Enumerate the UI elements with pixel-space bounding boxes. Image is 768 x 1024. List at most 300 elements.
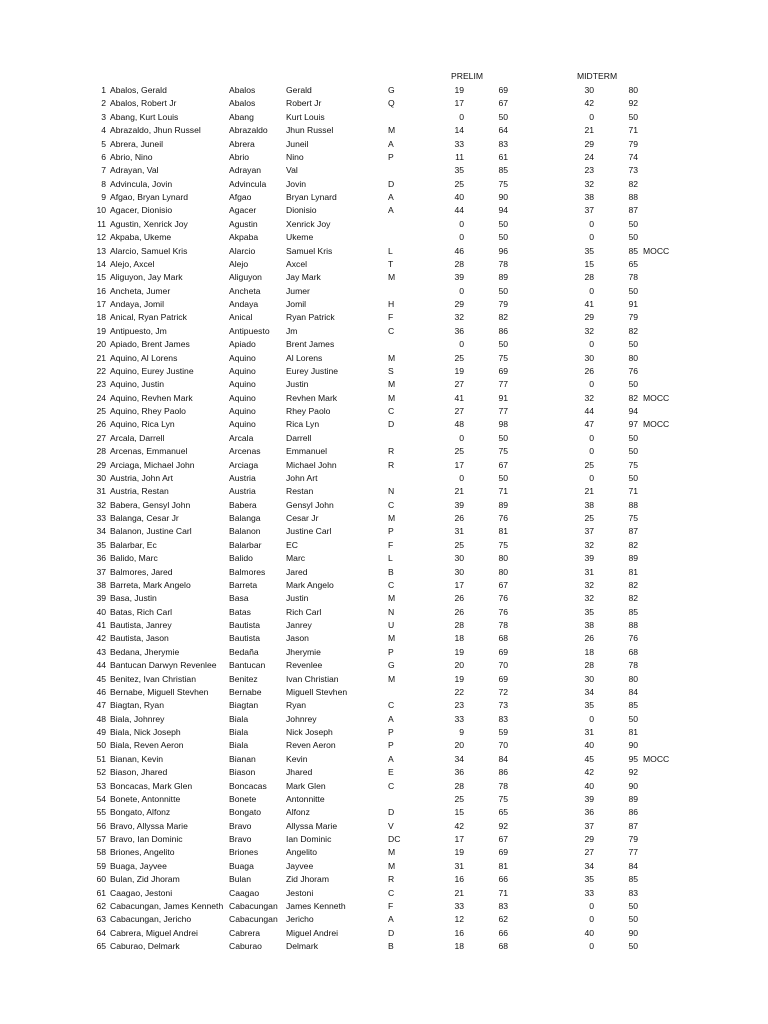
middle-initial: R (388, 459, 395, 470)
prelim-grade: 80 (498, 553, 508, 564)
row-number: 5 (101, 138, 106, 149)
full-name: Ancheta, Jumer (110, 285, 171, 296)
student-row (0, 512, 768, 525)
midterm-grade: 76 (628, 633, 638, 644)
row-number: 10 (96, 205, 106, 216)
first-name: Al Lorens (286, 352, 323, 363)
prelim-grade: 94 (498, 205, 508, 216)
last-name: Advincula (229, 178, 267, 189)
prelim-raw-score: 0 (459, 339, 464, 350)
middle-initial: U (388, 620, 395, 630)
midterm-raw-score: 37 (584, 820, 594, 831)
prelim-raw-score: 26 (454, 593, 464, 604)
full-name: Afgao, Bryan Lynard (110, 192, 189, 202)
middle-initial: M (388, 272, 396, 283)
midterm-grade: 82 (628, 593, 638, 604)
midterm-raw-score: 29 (584, 138, 594, 149)
prelim-grade: 76 (498, 513, 508, 523)
full-name: Batas, Rich Carl (110, 606, 173, 617)
midterm-raw-score: 26 (584, 633, 594, 644)
full-name: Balanon, Justine Carl (110, 526, 192, 537)
row-number: 65 (96, 941, 106, 951)
midterm-grade: 94 (628, 406, 638, 416)
full-name: Agustin, Xenrick Joy (110, 218, 188, 229)
midterm-raw-score: 29 (584, 834, 594, 844)
full-name: Adrayan, Val (110, 165, 159, 176)
row-number: 18 (96, 312, 106, 323)
midterm-grade: 91 (628, 299, 638, 309)
last-name: Balarbar (229, 539, 262, 550)
last-name: Bonete (229, 793, 257, 804)
midterm-raw-score: 35 (584, 700, 594, 711)
row-number: 19 (96, 325, 106, 336)
prelim-grade: 96 (498, 245, 508, 256)
middle-initial: N (388, 486, 395, 497)
midterm-grade: 97 (628, 419, 638, 430)
prelim-raw-score: 27 (454, 406, 464, 416)
full-name: Aliguyon, Jay Mark (110, 272, 183, 283)
midterm-raw-score: 38 (584, 192, 594, 202)
first-name: Revenlee (286, 660, 323, 671)
prelim-raw-score: 26 (454, 513, 464, 523)
student-row (0, 646, 768, 659)
midterm-grade: 90 (628, 780, 638, 791)
student-row (0, 539, 768, 552)
midterm-raw-score: 0 (589, 472, 594, 483)
midterm-grade: 83 (628, 887, 638, 898)
middle-initial: C (388, 325, 395, 336)
prelim-grade: 59 (498, 727, 508, 737)
prelim-raw-score: 21 (454, 887, 464, 898)
row-number: 58 (96, 847, 106, 858)
midterm-grade: 85 (628, 700, 638, 711)
student-row (0, 793, 768, 806)
student-row (0, 485, 768, 498)
row-number: 59 (96, 860, 106, 871)
last-name: Bernabe (229, 686, 262, 697)
midterm-grade: 71 (628, 486, 638, 497)
last-name: Andaya (229, 299, 259, 309)
prelim-raw-score: 19 (454, 847, 464, 858)
first-name: Reven Aeron (286, 740, 336, 751)
midterm-raw-score: 33 (584, 887, 594, 898)
row-number: 3 (101, 111, 106, 122)
midterm-raw-score: 24 (584, 151, 594, 162)
last-name: Cabacungan (229, 900, 278, 911)
prelim-raw-score: 0 (459, 218, 464, 229)
middle-initial: P (388, 740, 394, 751)
last-name: Akpaba (229, 232, 259, 243)
prelim-grade: 62 (498, 914, 508, 925)
full-name: Biason, Jhared (110, 767, 168, 778)
prelim-raw-score: 30 (454, 566, 464, 577)
student-row (0, 632, 768, 645)
midterm-grade: 84 (628, 686, 638, 697)
middle-initial: DC (388, 834, 401, 844)
student-row (0, 806, 768, 819)
prelim-raw-score: 0 (459, 232, 464, 243)
prelim-raw-score: 11 (455, 151, 464, 162)
midterm-raw-score: 30 (584, 673, 594, 684)
last-name: Cabacungan (229, 914, 278, 925)
row-number: 52 (96, 767, 106, 778)
midterm-grade: 50 (628, 941, 638, 951)
row-number: 7 (101, 165, 106, 176)
middle-initial: P (388, 646, 394, 657)
row-number: 41 (96, 620, 106, 630)
last-name: Biason (229, 767, 256, 778)
remark: MOCC (643, 245, 670, 256)
prelim-raw-score: 29 (454, 299, 464, 309)
last-name: Boncacas (229, 780, 267, 791)
student-row (0, 84, 768, 97)
prelim-grade: 67 (498, 579, 508, 590)
midterm-grade: 82 (628, 539, 638, 550)
midterm-raw-score: 38 (584, 620, 594, 630)
prelim-grade: 89 (498, 499, 508, 510)
midterm-grade: 78 (628, 272, 638, 283)
full-name: Basa, Justin (110, 593, 157, 604)
student-row (0, 392, 768, 405)
last-name: Bautista (229, 633, 261, 644)
prelim-grade: 69 (498, 847, 508, 858)
prelim-grade: 83 (498, 900, 508, 911)
prelim-grade: 83 (498, 713, 508, 724)
student-row (0, 97, 768, 110)
student-row (0, 164, 768, 177)
first-name: Zid Jhoram (286, 874, 329, 885)
middle-initial: C (388, 579, 395, 590)
prelim-grade: 92 (498, 820, 508, 831)
prelim-grade: 78 (498, 620, 508, 630)
prelim-grade: 61 (498, 151, 508, 162)
midterm-raw-score: 39 (584, 793, 594, 804)
prelim-raw-score: 23 (454, 700, 464, 711)
full-name: Bernabe, Miguell Stevhen (110, 686, 209, 697)
midterm-grade: 82 (628, 178, 638, 189)
middle-initial: A (388, 138, 394, 149)
middle-initial: P (388, 727, 394, 737)
middle-initial: C (388, 887, 395, 898)
middle-initial: Q (388, 98, 395, 109)
full-name: Andaya, Jomil (110, 299, 164, 309)
last-name: Arcala (229, 432, 254, 443)
prelim-raw-score: 15 (454, 807, 464, 818)
full-name: Cabacungan, James Kenneth (110, 900, 224, 911)
row-number: 9 (101, 192, 106, 202)
full-name: Buaga, Jayvee (110, 860, 167, 871)
row-number: 38 (96, 579, 106, 590)
student-row (0, 780, 768, 793)
middle-initial: C (388, 780, 395, 791)
middle-initial: D (388, 178, 395, 189)
first-name: Nick Joseph (286, 727, 333, 737)
midterm-grade: 50 (628, 900, 638, 911)
middle-initial: B (388, 566, 394, 577)
last-name: Bautista (229, 620, 261, 630)
student-row (0, 352, 768, 365)
prelim-grade: 75 (498, 793, 508, 804)
prelim-grade: 68 (498, 941, 508, 951)
prelim-raw-score: 17 (454, 834, 464, 844)
prelim-raw-score: 20 (454, 660, 464, 671)
row-number: 64 (96, 927, 106, 938)
prelim-raw-score: 12 (454, 914, 464, 925)
row-number: 26 (96, 419, 106, 430)
first-name: Ivan Christian (286, 673, 339, 684)
prelim-raw-score: 0 (459, 472, 464, 483)
first-name: EC (286, 539, 298, 550)
prelim-grade: 80 (498, 566, 508, 577)
prelim-header: PRELIM (451, 71, 483, 81)
last-name: Bantucan (229, 660, 266, 671)
last-name: Bedaña (229, 646, 259, 657)
full-name: Austria, Restan (110, 486, 169, 497)
prelim-grade: 71 (498, 486, 508, 497)
prelim-raw-score: 33 (454, 138, 464, 149)
midterm-raw-score: 34 (584, 686, 594, 697)
prelim-grade: 75 (498, 539, 508, 550)
prelim-raw-score: 19 (454, 646, 464, 657)
first-name: Emmanuel (286, 446, 328, 457)
remark: MOCC (643, 392, 670, 403)
student-row (0, 405, 768, 418)
student-row (0, 418, 768, 431)
midterm-raw-score: 15 (584, 258, 594, 269)
row-number: 21 (96, 352, 106, 363)
prelim-raw-score: 21 (454, 486, 464, 497)
prelim-raw-score: 16 (454, 874, 464, 885)
midterm-raw-score: 23 (584, 165, 594, 176)
prelim-grade: 66 (498, 927, 508, 938)
last-name: Basa (229, 593, 249, 604)
row-number: 25 (96, 406, 106, 416)
full-name: Aquino, Revhen Mark (110, 392, 193, 403)
last-name: Bianan (229, 753, 256, 764)
middle-initial: F (388, 900, 394, 911)
row-number: 6 (101, 151, 106, 162)
first-name: Rich Carl (286, 606, 322, 617)
first-name: Alfonz (286, 807, 310, 818)
student-row (0, 606, 768, 619)
midterm-raw-score: 35 (584, 874, 594, 885)
midterm-grade: 79 (628, 138, 638, 149)
midterm-grade: 87 (628, 526, 638, 537)
prelim-raw-score: 48 (454, 419, 464, 430)
prelim-raw-score: 18 (454, 941, 464, 951)
student-row (0, 940, 768, 953)
prelim-grade: 91 (498, 392, 508, 403)
prelim-raw-score: 25 (454, 539, 464, 550)
last-name: Anical (229, 312, 253, 323)
midterm-raw-score: 0 (589, 285, 594, 296)
last-name: Aquino (229, 392, 256, 403)
last-name: Abrera (229, 138, 255, 149)
student-row (0, 124, 768, 137)
full-name: Bonete, Antonnitte (110, 793, 181, 804)
row-number: 61 (96, 887, 106, 898)
prelim-grade: 50 (498, 232, 508, 243)
prelim-raw-score: 17 (454, 98, 464, 109)
student-list (0, 84, 768, 953)
student-row (0, 659, 768, 672)
prelim-grade: 73 (498, 700, 508, 711)
midterm-raw-score: 29 (584, 312, 594, 323)
prelim-raw-score: 28 (454, 780, 464, 791)
first-name: Miguel Andrei (286, 927, 339, 938)
student-row (0, 204, 768, 217)
midterm-raw-score: 45 (584, 753, 594, 764)
row-number: 62 (96, 900, 106, 911)
midterm-grade: 82 (628, 325, 638, 336)
midterm-grade: 79 (628, 312, 638, 323)
first-name: Allyssa Marie (286, 820, 338, 831)
midterm-raw-score: 0 (589, 432, 594, 443)
prelim-raw-score: 44 (454, 205, 464, 216)
midterm-raw-score: 47 (584, 419, 594, 430)
prelim-grade: 76 (498, 593, 508, 604)
last-name: Balido (229, 553, 253, 564)
middle-initial: M (388, 513, 396, 523)
last-name: Agustin (229, 218, 258, 229)
row-number: 24 (96, 392, 106, 403)
first-name: Jayvee (286, 860, 314, 871)
prelim-grade: 70 (498, 740, 508, 751)
midterm-raw-score: 32 (584, 392, 594, 403)
last-name: Bravo (229, 820, 252, 831)
first-name: Samuel Kris (286, 245, 333, 256)
prelim-raw-score: 33 (454, 900, 464, 911)
student-row (0, 499, 768, 512)
middle-initial: T (388, 258, 394, 269)
first-name: Brent James (286, 339, 335, 350)
middle-initial: M (388, 633, 396, 644)
midterm-grade: 92 (628, 767, 638, 778)
prelim-grade: 78 (498, 258, 508, 269)
student-row (0, 552, 768, 565)
prelim-raw-score: 17 (454, 459, 464, 470)
middle-initial: D (388, 927, 395, 938)
last-name: Arciaga (229, 459, 259, 470)
row-number: 50 (96, 740, 106, 751)
prelim-grade: 69 (498, 365, 508, 376)
midterm-grade: 82 (628, 579, 638, 590)
last-name: Arcenas (229, 446, 261, 457)
midterm-raw-score: 0 (589, 232, 594, 243)
full-name: Abalos, Gerald (110, 85, 167, 95)
full-name: Abalos, Robert Jr (110, 98, 177, 109)
first-name: Kurt Louis (286, 111, 325, 122)
prelim-raw-score: 33 (454, 713, 464, 724)
prelim-raw-score: 18 (454, 633, 464, 644)
full-name: Abrazaldo, Jhun Russel (110, 125, 201, 136)
midterm-raw-score: 32 (584, 593, 594, 604)
full-name: Biagtan, Ryan (110, 700, 164, 711)
midterm-raw-score: 35 (584, 245, 594, 256)
midterm-grade: 80 (628, 673, 638, 684)
last-name: Caagao (229, 887, 260, 898)
midterm-grade: 50 (628, 914, 638, 925)
student-row (0, 258, 768, 271)
prelim-raw-score: 20 (454, 740, 464, 751)
midterm-grade: 81 (628, 727, 638, 737)
student-row (0, 298, 768, 311)
first-name: Robert Jr (286, 98, 322, 109)
full-name: Aquino, Al Lorens (110, 352, 178, 363)
last-name: Aquino (229, 419, 256, 430)
midterm-grade: 65 (628, 258, 638, 269)
prelim-grade: 85 (498, 165, 508, 176)
prelim-grade: 77 (498, 379, 508, 390)
midterm-raw-score: 25 (584, 459, 594, 470)
row-number: 1 (101, 85, 106, 95)
student-row (0, 673, 768, 686)
row-number: 31 (96, 486, 106, 497)
full-name: Briones, Angelito (110, 847, 175, 858)
row-number: 60 (96, 874, 106, 885)
middle-initial: M (388, 860, 396, 871)
full-name: Babera, Gensyl John (110, 499, 191, 510)
last-name: Babera (229, 499, 257, 510)
last-name: Caburao (229, 941, 262, 951)
prelim-grade: 69 (498, 646, 508, 657)
middle-initial: M (388, 125, 396, 136)
last-name: Cabrera (229, 927, 261, 938)
row-number: 34 (96, 526, 106, 537)
first-name: Justine Carl (286, 526, 332, 537)
first-name: Michael John (286, 459, 337, 470)
prelim-raw-score: 25 (454, 178, 464, 189)
midterm-raw-score: 32 (584, 539, 594, 550)
last-name: Abalos (229, 85, 256, 95)
student-row (0, 445, 768, 458)
student-row (0, 900, 768, 913)
first-name: Jericho (286, 914, 314, 925)
midterm-grade: 77 (628, 847, 638, 858)
midterm-raw-score: 42 (584, 98, 594, 109)
row-number: 22 (96, 365, 106, 376)
midterm-grade: 50 (628, 111, 638, 122)
first-name: Jhun Russel (286, 125, 334, 136)
midterm-grade: 84 (628, 860, 638, 871)
middle-initial: C (388, 406, 395, 416)
middle-initial: M (388, 352, 396, 363)
midterm-raw-score: 0 (589, 339, 594, 350)
full-name: Barreta, Mark Angelo (110, 579, 191, 590)
prelim-raw-score: 28 (454, 620, 464, 630)
middle-initial: M (388, 379, 396, 390)
student-row (0, 231, 768, 244)
last-name: Antipuesto (229, 325, 270, 336)
prelim-grade: 65 (498, 807, 508, 818)
midterm-grade: 50 (628, 232, 638, 243)
full-name: Caburao, Delmark (110, 941, 180, 951)
first-name: Jason (286, 633, 309, 644)
last-name: Benitez (229, 673, 258, 684)
middle-initial: C (388, 700, 395, 711)
first-name: Jherymie (286, 646, 321, 657)
midterm-raw-score: 40 (584, 780, 594, 791)
last-name: Batas (229, 606, 251, 617)
full-name: Arcenas, Emmanuel (110, 446, 188, 457)
midterm-grade: 74 (628, 151, 638, 162)
prelim-grade: 79 (498, 299, 508, 309)
last-name: Biala (229, 713, 249, 724)
prelim-raw-score: 0 (459, 432, 464, 443)
student-row (0, 860, 768, 873)
first-name: Antonnitte (286, 793, 325, 804)
midterm-grade: 50 (628, 285, 638, 296)
